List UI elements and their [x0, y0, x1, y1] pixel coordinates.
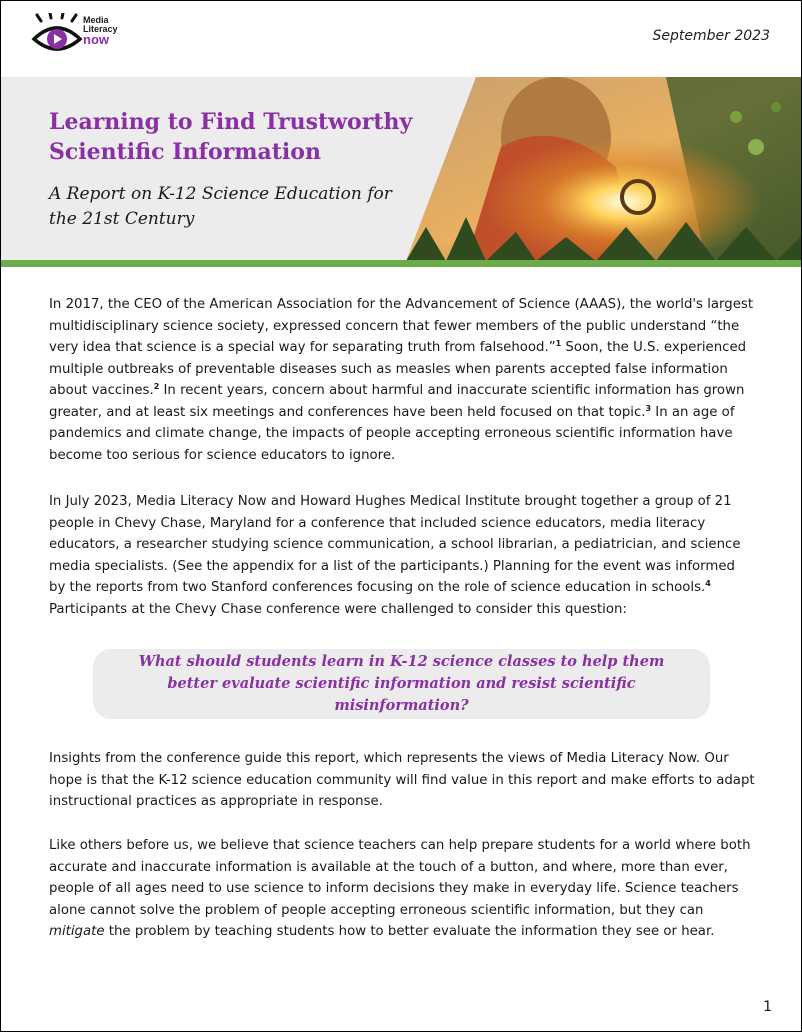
emphasis-mitigate: mitigate — [49, 924, 105, 939]
key-question-callout — [93, 649, 710, 719]
logo-word-literacy: Literacy — [83, 24, 118, 34]
report-date: September 2023 — [652, 28, 770, 44]
logo-word-media: Media — [83, 15, 109, 25]
title-banner — [1, 77, 801, 261]
insights-paragraph: Insights from the conference guide this report, which represents the views of Media Literacy Now. Our hope is that the K-12 science education community will find value in this report and make efforts to adapt instructional practices as appropriate in response. — [49, 751, 755, 809]
page-number: 1 — [763, 999, 772, 1015]
eye-logo-icon — [31, 13, 83, 57]
media-literacy-now-logo — [31, 13, 151, 57]
beliefs-paragraph: Like others before us, we believe that science teachers can help prepare students for a world where both accurate and inaccurate information is available at the touch of a button, and where, more than ever, people of all ages need to use science to inform decisions they make in everyday life. Science teachers alone cannot solve the problem of people accepting erroneous scientific information, but they can mitigate the problem by teaching students how to better evaluate the information they see or hear. — [49, 838, 751, 939]
footnote-ref-3[interactable]: 3 — [645, 403, 652, 413]
report-subtitle: A Report on K-12 Science Education for the 21st Century — [49, 184, 392, 229]
footnote-ref-1[interactable]: 1 — [555, 339, 562, 348]
child-magnifying-glass-photo — [406, 77, 801, 261]
report-title: Learning to Find Trustworthy Scientific Information — [49, 109, 413, 165]
conference-paragraph: In July 2023, Media Literacy Now and Howard Hughes Medical Institute brought together a group of 21 people in Chevy Chase, Maryland for a conference that included science educators, media literacy educators, a researcher studying science communication, a school librarian, a pediatrician, and science media specialists. (See the appendix for a list of the participants.) Planning for the event was informed by the reports from two Stanford conferences focusing on the role of science education in schools.$^4$ Participants at the Chevy Chase conference were challenged to consider this question: — [49, 494, 741, 617]
logo-word-now: now — [83, 32, 109, 47]
footnote-ref-4[interactable]: 4 — [705, 579, 711, 588]
green-divider-stripe — [1, 260, 801, 267]
footnote-ref-2[interactable]: 2 — [153, 382, 160, 391]
key-question-text: What should students learn in K-12 science classes to help them better evaluate scientific information and resist scientific misinformation? — [138, 653, 665, 714]
intro-paragraph: In 2017, the CEO of the American Association for the Advancement of Science (AAAS), the world's largest multidisciplinary science society, expressed concern that fewer members of the public understand “the very idea that science is a special way for separating truth from falsehood.”$^1$ Soon, the U.S. experienced multiple outbreaks of preventable diseases such as measles when parents accepted false information about vaccines.$^2$ In recent years, concern about harmful and inaccurate scientific information has grown greater, and at least six meetings and conferences have been held focused on that topic.$^3$ In an age of pandemics and climate change, the impacts of people accepting erroneous scientific information have become too serious for science educators to ignore. — [49, 297, 754, 463]
